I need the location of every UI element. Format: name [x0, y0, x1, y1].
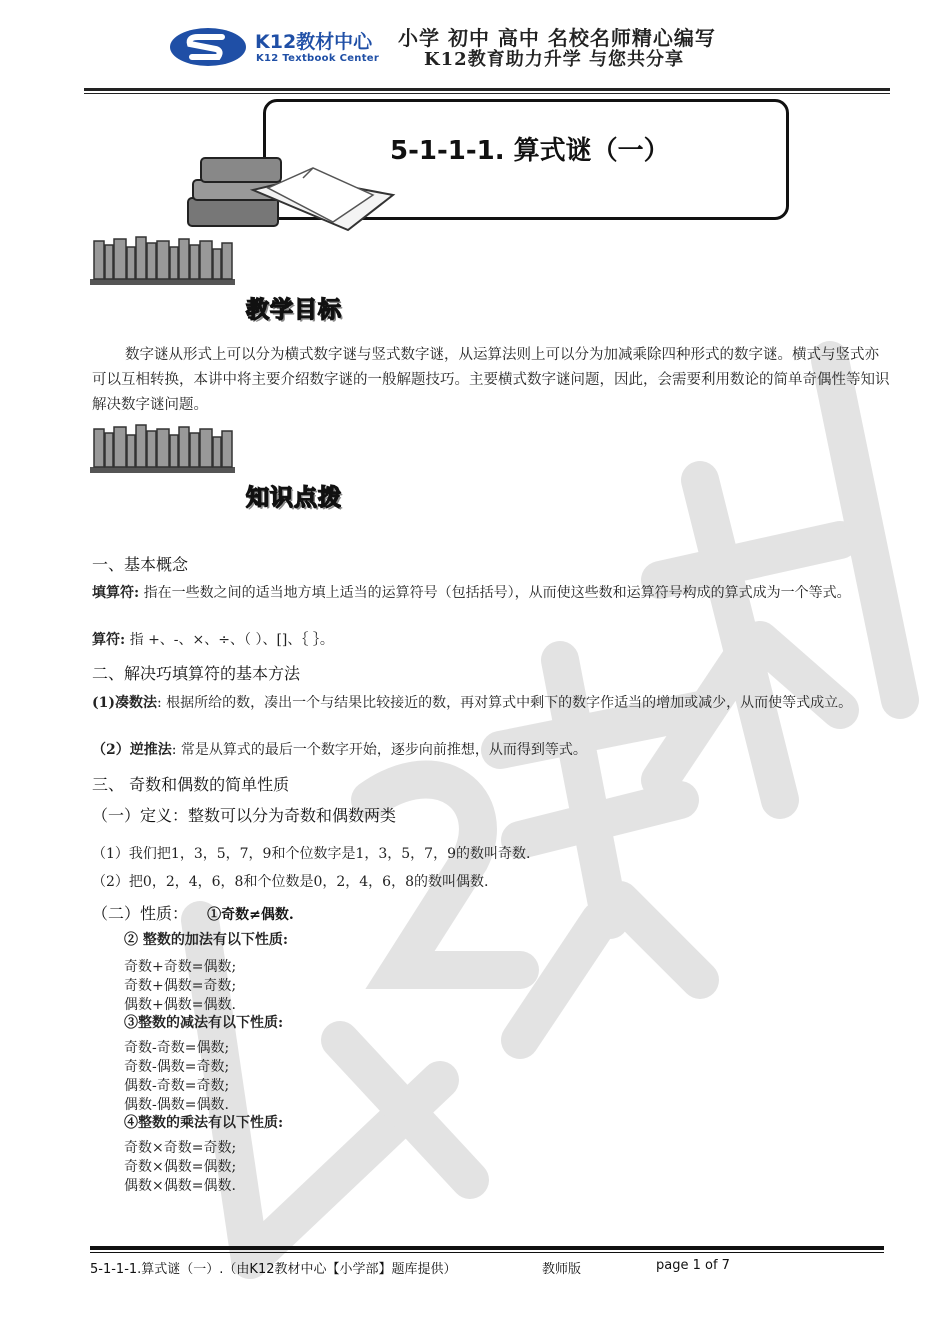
property-heading: （二）性质： [92, 904, 189, 923]
footer-edition: 教师版 [542, 1262, 582, 1277]
rule-line: 奇数-奇数=偶数; [124, 1040, 230, 1056]
bookshelf-icon [90, 235, 235, 287]
heading-basic-concepts: 一、基本概念 [92, 555, 189, 574]
definition-heading: （一）定义：整数可以分为奇数和偶数两类 [92, 806, 397, 825]
property-1: ①奇数≠偶数. [207, 907, 294, 923]
method-label: （2）逆推法 [92, 742, 172, 758]
footer-source: 5-1-1-1.算式谜（一）.（由K12教材中心【小学部】题库提供） [90, 1262, 457, 1277]
section-title-knowledge: 知识点拨 [246, 485, 342, 511]
page-title: 5-1-1-1. 算式谜（一） [390, 136, 670, 166]
rule-line: 奇数×奇数=奇数; [124, 1140, 237, 1156]
rule-line: 偶数×偶数=偶数. [124, 1178, 236, 1194]
heading-parity: 三、 奇数和偶数的简单性质 [92, 775, 290, 794]
property-3-heading: ③整数的减法有以下性质: [124, 1015, 284, 1031]
header-rule-thin [84, 93, 890, 94]
books-stack-icon [183, 150, 398, 235]
header-slogan-1: 小学 初中 高中 名校名师精心编写 [398, 26, 716, 50]
rule-line: 奇数+奇数=偶数; [124, 959, 237, 975]
definition-odd: （1）我们把1，3，5，7，9和个位数字是1，3，5，7，9的数叫奇数. [92, 846, 531, 862]
property-heading-row [92, 901, 294, 924]
term-label: 算符: [92, 632, 126, 648]
header-slogan-2: K12教育助力升学 与您共分享 [424, 49, 684, 70]
rule-line: 偶数+偶数=偶数. [124, 997, 236, 1013]
section-title-goals: 教学目标 [246, 297, 342, 323]
goal-paragraph: 数字谜从形式上可以分为横式数字谜与竖式数字谜，从运算法则上可以分为加减乘除四种形式的数字谜。横式与竖式亦可以互相转换，本讲中将主要介绍数字谜的一般解题技巧。主要横式数字谜问题，因此，会需要利用数论的简单奇偶性等知识解决数字谜问题。 [92, 347, 890, 413]
term-text: 指在一些数之间的适当地方填上适当的运算符号（包括括号），从而使这些数和运算符号构成的算式成为一个等式。 [139, 585, 851, 601]
property-2-heading: ② 整数的加法有以下性质: [124, 932, 289, 948]
method-1 [92, 694, 884, 712]
heading-methods: 二、解决巧填算符的基本方法 [92, 664, 301, 683]
rule-line: 奇数+偶数=奇数; [124, 978, 237, 994]
method-text: : 根据所给的数，凑出一个与结果比较接近的数，再对算式中剩下的数字作适当的增加或减少，从而使等式成立。 [157, 695, 853, 711]
logo-subtitle: K12 Textbook Center [256, 53, 380, 64]
k12-logo-icon [168, 25, 248, 69]
footer-page-number: page 1 of 7 [656, 1258, 730, 1273]
rule-line: 奇数-偶数=奇数; [124, 1059, 230, 1075]
method-label: (1)凑数法 [92, 695, 157, 711]
bookshelf-icon [90, 423, 235, 475]
rule-line: 偶数-奇数=奇数; [124, 1078, 230, 1094]
term-label: 填算符: [92, 585, 140, 601]
footer-rule [90, 1246, 884, 1250]
def-fill-operators [92, 584, 884, 602]
definition-even: （2）把0，2，4，6，8和个位数是0，2，4，6，8的数叫偶数. [92, 874, 489, 890]
header-rule [84, 88, 890, 91]
def-operators [92, 631, 334, 649]
method-2 [92, 741, 587, 759]
footer-rule-thin [90, 1252, 884, 1253]
logo-title: K12教材中心 [255, 31, 373, 53]
term-text: 指 +、-、×、÷、（ ）、[]、｛ ｝。 [125, 632, 334, 648]
property-4-heading: ④整数的乘法有以下性质: [124, 1115, 284, 1131]
rule-line: 偶数-偶数=偶数. [124, 1097, 229, 1113]
method-text: : 常是从算式的最后一个数字开始，逐步向前推想，从而得到等式。 [171, 742, 587, 758]
rule-line: 奇数×偶数=偶数; [124, 1159, 237, 1175]
